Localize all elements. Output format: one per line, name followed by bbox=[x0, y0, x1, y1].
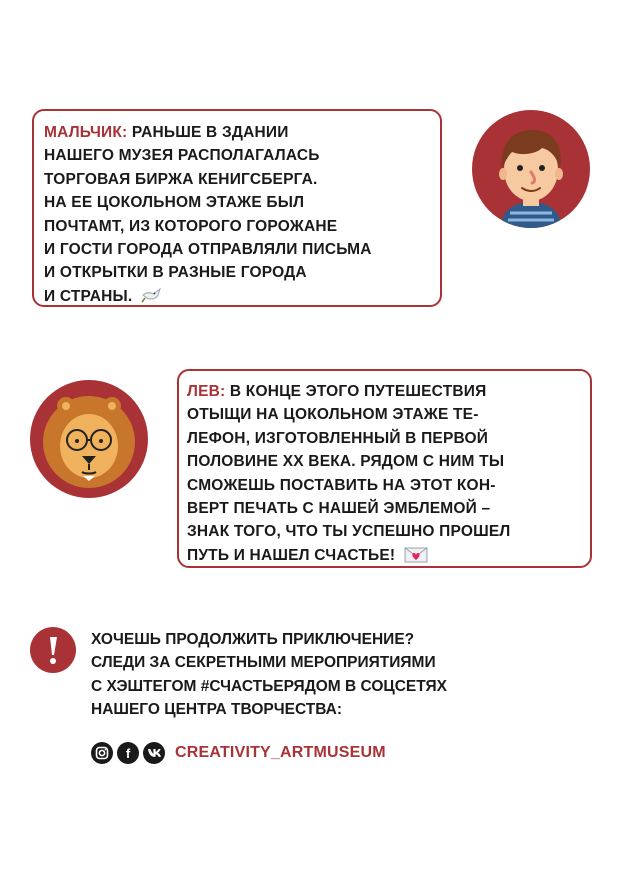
lion-avatar bbox=[30, 380, 148, 498]
boy-avatar bbox=[472, 110, 590, 228]
lion-speech-bubble bbox=[177, 369, 592, 568]
notice-line-2: СЛЕДИ ЗА СЕКРЕТНЫМИ МЕРОПРИЯТИЯМИ bbox=[91, 654, 436, 672]
vk-icon[interactable] bbox=[143, 742, 165, 764]
boy-line-5: ПОЧТАМТ, ИЗ КОТОРОГО ГОРОЖАНЕ bbox=[44, 217, 338, 235]
boy-line-3: ТОРГОВАЯ БИРЖА КЕНИГСБЕРГА. bbox=[44, 170, 318, 188]
facebook-icon[interactable] bbox=[117, 742, 139, 764]
lion-line-1 bbox=[187, 380, 590, 403]
lion-line-4: ПОЛОВИНЕ XX ВЕКА. РЯДОМ С НИМ ТЫ bbox=[187, 453, 505, 471]
notice-line-3: С ХЭШТЕГОМ #СЧАСТЬЕРЯДОМ В СОЦСЕТЯХ bbox=[91, 677, 447, 695]
notice-text bbox=[91, 628, 447, 722]
boy-line-2: НАШЕГО МУЗЕЯ РАСПОЛАГАЛАСЬ bbox=[44, 147, 320, 165]
lion-text-1: В КОНЦЕ ЭТОГО ПУТЕШЕСТВИЯ bbox=[229, 383, 487, 400]
boy-line-7: И ОТКРЫТКИ В РАЗНЫЕ ГОРОДА bbox=[44, 264, 307, 282]
social-handle[interactable]: CREATIVITY_ARTMUSEUM bbox=[175, 744, 386, 761]
boy-line-8 bbox=[44, 285, 440, 311]
instagram-icon[interactable] bbox=[91, 742, 113, 764]
boy-text-8: И СТРАНЫ. bbox=[44, 287, 133, 305]
boy-line-1 bbox=[44, 121, 440, 144]
boy-speech-bubble bbox=[32, 109, 442, 307]
lion-line-2: ОТЫЩИ НА ЦОКОЛЬНОМ ЭТАЖЕ ТЕ- bbox=[187, 406, 479, 424]
boy-line-6: И ГОСТИ ГОРОДА ОТПРАВЛЯЛИ ПИСЬМА bbox=[44, 241, 372, 259]
facebook-glyph: f bbox=[125, 745, 131, 761]
love-letter-icon bbox=[404, 547, 428, 570]
lion-line-7: ЗНАК ТОГО, ЧТО ТЫ УСПЕШНО ПРОШЕЛ bbox=[187, 523, 511, 541]
notice-line-4: НАШЕГО ЦЕНТРА ТВОРЧЕСТВА: bbox=[91, 701, 342, 719]
boy-speaker-label: МАЛЬЧИК: bbox=[44, 124, 128, 141]
boy-text-1: РАНЬШЕ В ЗДАНИИ bbox=[131, 124, 289, 141]
lion-line-5: СМОЖЕШЬ ПОСТАВИТЬ НА ЭТОТ КОН- bbox=[187, 476, 496, 494]
lion-line-6: ВЕРТ ПЕЧАТЬ С НАШЕЙ ЭМБЛЕМОЙ – bbox=[187, 500, 491, 518]
dove-icon bbox=[141, 286, 163, 311]
lion-speaker-label: ЛЕВ: bbox=[187, 383, 226, 400]
lion-line-3: ЛЕФОН, ИЗГОТОВЛЕННЫЙ В ПЕРВОЙ bbox=[187, 429, 489, 447]
boy-line-4: НА ЕЕ ЦОКОЛЬНОМ ЭТАЖЕ БЫЛ bbox=[44, 194, 305, 212]
lion-line-8 bbox=[187, 544, 590, 570]
exclamation-icon bbox=[30, 627, 76, 673]
lion-text-8: ПУТЬ И НАШЕЛ СЧАСТЬЕ! bbox=[187, 546, 396, 564]
social-links bbox=[91, 741, 386, 765]
notice-line-1: ХОЧЕШЬ ПРОДОЛЖИТЬ ПРИКЛЮЧЕНИЕ? bbox=[91, 631, 415, 648]
